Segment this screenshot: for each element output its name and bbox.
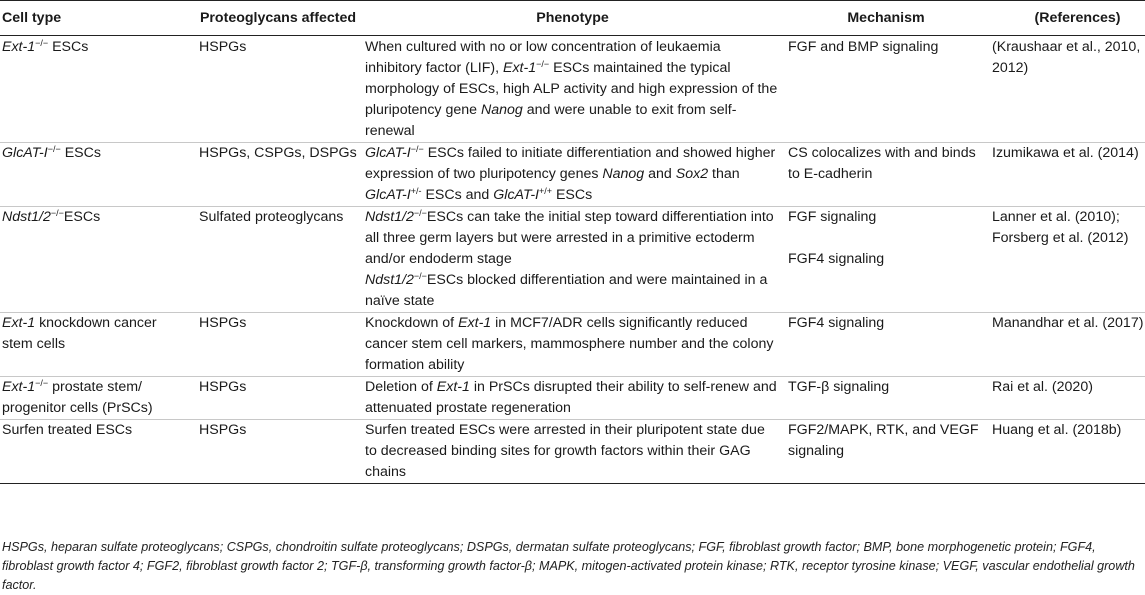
proteoglycans-cell <box>195 377 361 420</box>
mechanism-cell-text: FGF and BMP signaling <box>788 39 939 55</box>
header-references: (References) <box>988 1 1145 36</box>
phenotype-cell-text: Knockdown of Ext-1 in MCF7/ADR cells significantly reduced cancer stem cell markers, mammosphere number and the colony formation ability <box>365 315 774 373</box>
cell-type-cell <box>0 377 195 420</box>
references-cell-text: Huang et al. (2018b) <box>992 422 1122 438</box>
references-cell <box>988 143 1145 207</box>
mechanism-cell-text: TGF-β signaling <box>788 379 890 395</box>
phenotype-cell-text-2: Ndst1/2−/−ESCs blocked differentiation and were maintained in a naïve state <box>365 271 768 309</box>
mechanism-cell <box>784 377 988 420</box>
header-row <box>0 1 1145 36</box>
proteoglycans-cell-text: Sulfated proteoglycans <box>199 209 344 225</box>
proteoglycans-cell <box>195 207 361 313</box>
header-phenotype: Phenotype <box>361 1 784 36</box>
references-cell-text: (Kraushaar et al., 2010, 2012) <box>992 39 1141 76</box>
mechanism-cell-text: CS colocalizes with and binds to E-cadherin <box>788 145 976 182</box>
cell-type-cell-text: Ext-1−/− ESCs <box>2 38 89 55</box>
phenotype-cell <box>361 420 784 484</box>
phenotype-cell <box>361 377 784 420</box>
proteoglycans-cell <box>195 420 361 484</box>
header-proteoglycans: Proteoglycans affected <box>195 1 361 36</box>
phenotype-cell-text: Deletion of Ext-1 in PrSCs disrupted their ability to self-renew and attenuated prostate regeneration <box>365 379 777 416</box>
cell-type-cell-text: Surfen treated ESCs <box>2 422 133 438</box>
references-cell-text: Manandhar et al. (2017) <box>992 315 1144 331</box>
cell-type-cell <box>0 207 195 313</box>
proteoglycans-cell <box>195 313 361 377</box>
phenotype-cell-text: Ndst1/2−/−ESCs can take the initial step toward differentiation into all three germ layers but were arrested in a primitive ectoderm and/or endoderm stage <box>365 208 774 267</box>
cell-type-cell-text: Ext-1 knockdown cancer stem cells <box>2 315 157 352</box>
table-row <box>0 36 1145 143</box>
proteoglycans-cell <box>195 36 361 143</box>
mechanism-cell <box>784 420 988 484</box>
proteoglycans-cell-text: HSPGs <box>199 39 247 55</box>
mechanism-cell-text: FGF2/MAPK, RTK, and VEGF signaling <box>788 422 979 459</box>
table-footnote: HSPGs, heparan sulfate proteoglycans; CSPGs, chondroitin sulfate proteoglycans; DSPGs, dermatan sulfate proteoglycans; FGF, fibroblast growth factor; BMP, bone morphogenetic protein; FGF4, fibroblast growth factor 4; FGF2, fibroblast growth factor 2; TGF-β, transforming growth factor-β; MAPK, mitogen-activated protein kinase; RTK, receptor tyrosine kinase; VEGF, vascular endothelial growth factor. <box>2 540 1135 592</box>
proteoglycans-cell-text: HSPGs <box>199 315 247 331</box>
proteoglycans-cell <box>195 143 361 207</box>
cell-type-cell-text: Ext-1−/− prostate stem/ progenitor cells (PrSCs) <box>2 378 153 416</box>
references-cell-text: Izumikawa et al. (2014) <box>992 145 1139 161</box>
references-cell-text: Lanner et al. (2010); Forsberg et al. (2012) <box>992 209 1129 246</box>
mechanism-cell-text: FGF4 signaling <box>788 315 885 331</box>
phenotype-cell-text: Surfen treated ESCs were arrested in their pluripotent state due to decreased binding sites for growth factors within their GAG chains <box>365 422 765 480</box>
mechanism-cell <box>784 36 988 143</box>
cell-type-cell <box>0 313 195 377</box>
table-row <box>0 377 1145 420</box>
mechanism-cell <box>784 207 988 313</box>
cell-type-cell <box>0 36 195 143</box>
phenotype-cell <box>361 313 784 377</box>
table-row <box>0 420 1145 484</box>
references-cell <box>988 207 1145 313</box>
table-row <box>0 313 1145 377</box>
references-cell <box>988 36 1145 143</box>
references-cell <box>988 313 1145 377</box>
proteoglycans-cell-text: HSPGs <box>199 422 247 438</box>
table-row <box>0 143 1145 207</box>
cell-type-cell <box>0 143 195 207</box>
cell-type-cell <box>0 420 195 484</box>
phenotype-cell-text: GlcAT-I−/− ESCs failed to initiate differentiation and showed higher expression of two pluripotency genes Nanog and Sox2 than GlcAT-I+/- ESCs and GlcAT-I+/+ ESCs <box>365 144 776 203</box>
proteoglycans-cell-text: HSPGs, CSPGs, DSPGs <box>199 145 357 161</box>
mechanism-cell-text-2: FGF4 signaling <box>788 251 885 267</box>
mechanism-cell-text: FGF signaling <box>788 209 877 225</box>
phenotype-cell <box>361 207 784 313</box>
header-mechanism: Mechanism <box>784 1 988 36</box>
references-cell-text: Rai et al. (2020) <box>992 379 1093 395</box>
mechanism-cell <box>784 143 988 207</box>
phenotype-cell-text: When cultured with no or low concentration of leukaemia inhibitory factor (LIF), Ext-1−/− ESCs maintained the typical morphology of ESCs, high ALP activity and high expression of the pluripotency gene Nanog and were unable to exit from self-renewal <box>365 39 778 139</box>
phenotype-cell <box>361 143 784 207</box>
references-cell <box>988 420 1145 484</box>
references-cell <box>988 377 1145 420</box>
cell-type-cell-text: GlcAT-I−/− ESCs <box>2 144 101 161</box>
table-row <box>0 207 1145 313</box>
header-cell-type: Cell type <box>0 1 195 36</box>
mechanism-cell <box>784 313 988 377</box>
cell-type-cell-text: Ndst1/2−/−ESCs <box>2 208 101 225</box>
phenotype-cell <box>361 36 784 143</box>
proteoglycans-cell-text: HSPGs <box>199 379 247 395</box>
